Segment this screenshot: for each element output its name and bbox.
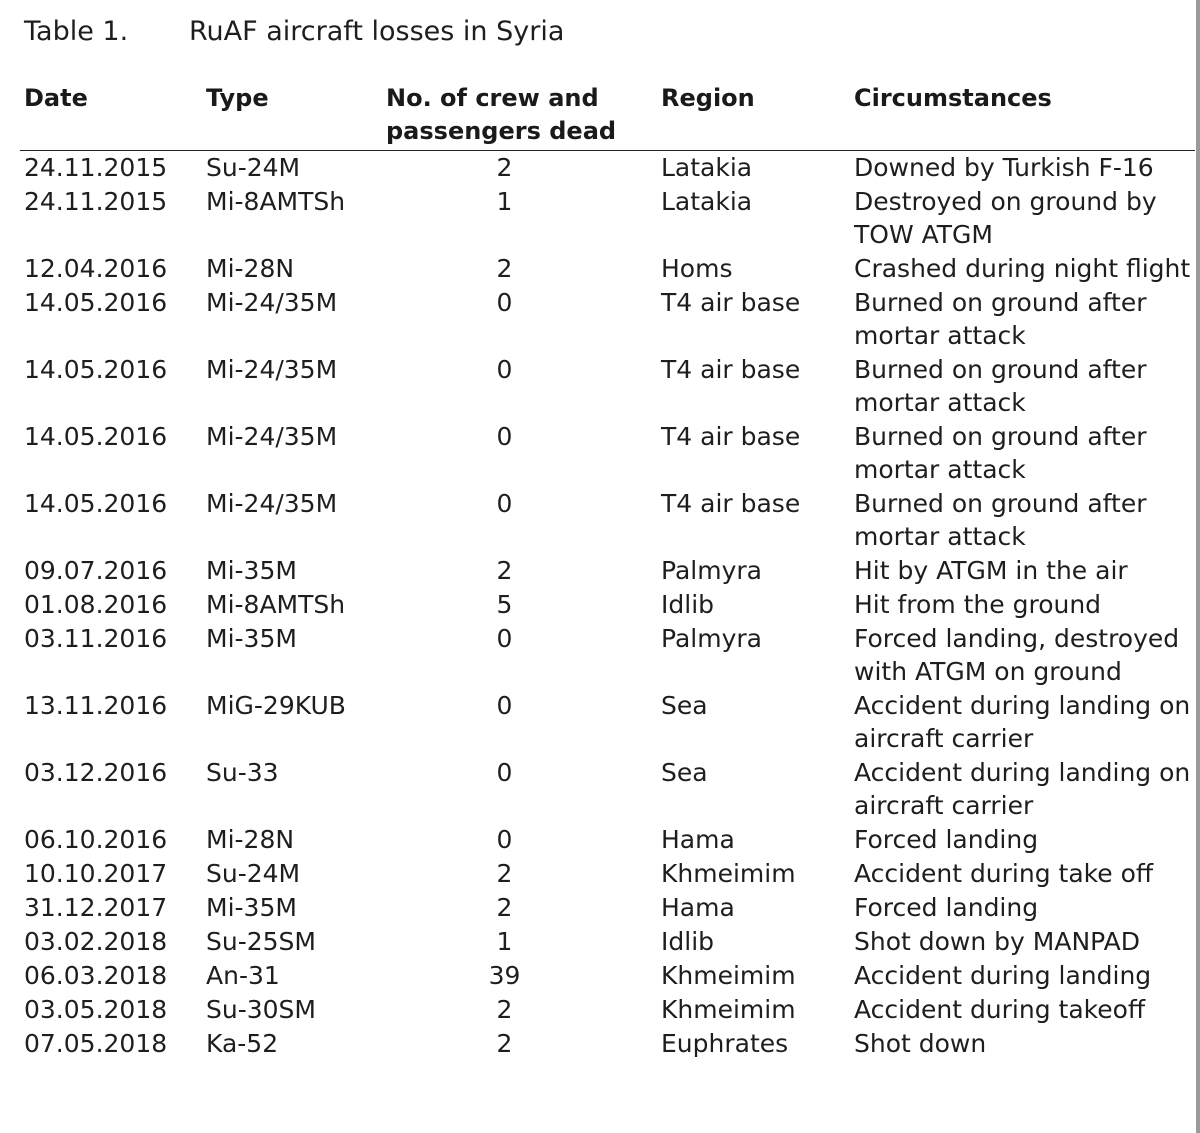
- cell-circumstances: Forced landing: [854, 893, 1039, 922]
- cell-crew-dead: 0: [496, 422, 513, 451]
- cell-region: T4 air base: [661, 489, 801, 518]
- cell-crew-dead: 0: [496, 355, 513, 384]
- cell-region: Khmeimim: [661, 961, 796, 990]
- cell-circumstances: Accident during landing on aircraft carrier: [854, 691, 1191, 753]
- cell-crew-dead: 0: [496, 489, 513, 518]
- cell-circumstances: Shot down by MANPAD: [854, 927, 1140, 956]
- cell-crew-dead: 0: [496, 691, 513, 720]
- cell-region: Latakia: [661, 187, 753, 216]
- table-caption: [24, 16, 564, 47]
- table-row: [20, 925, 1195, 959]
- cell-type: Mi-28N: [206, 254, 295, 283]
- cell-date: 24.11.2015: [24, 153, 168, 182]
- cell-circumstances: Accident during take off: [854, 859, 1154, 888]
- cell-date: 14.05.2016: [24, 288, 168, 317]
- cell-region: Palmyra: [661, 556, 762, 585]
- cell-type: Ka-52: [206, 1029, 279, 1058]
- cell-type: MiG-29KUB: [206, 691, 346, 720]
- cell-type: Mi-35M: [206, 893, 297, 922]
- cell-type: Mi-8AMTSh: [206, 590, 346, 619]
- cell-circumstances: Crashed during night flight: [854, 254, 1191, 283]
- cell-region: Hama: [661, 825, 735, 854]
- table-row: [20, 891, 1195, 925]
- page-edge-divider: [1196, 0, 1200, 1133]
- aircraft-losses-table: [20, 78, 1195, 1061]
- table-row: [20, 252, 1195, 286]
- header-type: Type: [202, 78, 382, 151]
- cell-type: Mi-24/35M: [206, 288, 338, 317]
- table-caption-title: RuAF aircraft losses in Syria: [189, 16, 565, 47]
- cell-type: Mi-35M: [206, 556, 297, 585]
- cell-date: 24.11.2015: [24, 187, 168, 216]
- cell-crew-dead: 0: [496, 624, 513, 653]
- table-row: [20, 689, 1195, 756]
- cell-crew-dead: 0: [496, 288, 513, 317]
- cell-type: Mi-28N: [206, 825, 295, 854]
- cell-crew-dead: 2: [496, 893, 513, 922]
- cell-region: Homs: [661, 254, 733, 283]
- cell-type: Su-25SM: [206, 927, 316, 956]
- table-row: [20, 353, 1195, 420]
- cell-crew-dead: 0: [496, 758, 513, 787]
- cell-date: 13.11.2016: [24, 691, 168, 720]
- cell-date: 31.12.2017: [24, 893, 168, 922]
- table-row: [20, 151, 1195, 186]
- table-row: [20, 993, 1195, 1027]
- table-caption-label: Table 1.: [24, 16, 129, 47]
- cell-region: Khmeimim: [661, 995, 796, 1024]
- header-date: Date: [20, 78, 202, 151]
- cell-date: 09.07.2016: [24, 556, 168, 585]
- cell-date: 06.10.2016: [24, 825, 168, 854]
- table-row: [20, 185, 1195, 252]
- cell-region: Palmyra: [661, 624, 762, 653]
- table-body: [20, 151, 1195, 1062]
- cell-date: 12.04.2016: [24, 254, 168, 283]
- cell-region: Latakia: [661, 153, 753, 182]
- table-row: [20, 286, 1195, 353]
- cell-circumstances: Downed by Turkish F-16: [854, 153, 1154, 182]
- cell-circumstances: Accident during landing: [854, 961, 1152, 990]
- cell-circumstances: Destroyed on ground by TOW ATGM: [854, 187, 1157, 249]
- cell-region: Khmeimim: [661, 859, 796, 888]
- table-row: [20, 487, 1195, 554]
- cell-date: 14.05.2016: [24, 489, 168, 518]
- cell-crew-dead: 5: [496, 590, 513, 619]
- cell-type: Su-24M: [206, 153, 301, 182]
- cell-date: 14.05.2016: [24, 422, 168, 451]
- header-region: Region: [657, 78, 850, 151]
- cell-crew-dead: 2: [496, 859, 513, 888]
- cell-circumstances: Hit by ATGM in the air: [854, 556, 1128, 585]
- cell-circumstances: Accident during takeoff: [854, 995, 1146, 1024]
- cell-region: Euphrates: [661, 1029, 789, 1058]
- cell-crew-dead: 1: [496, 927, 513, 956]
- cell-region: Sea: [661, 758, 708, 787]
- cell-circumstances: Forced landing, destroyed with ATGM on ground: [854, 624, 1180, 686]
- header-circumstances: Circumstances: [850, 78, 1195, 151]
- cell-crew-dead: 2: [496, 995, 513, 1024]
- table-row: [20, 959, 1195, 993]
- cell-circumstances: Hit from the ground: [854, 590, 1102, 619]
- cell-region: T4 air base: [661, 422, 801, 451]
- table-row: [20, 588, 1195, 622]
- cell-type: Mi-24/35M: [206, 355, 338, 384]
- table-row: [20, 622, 1195, 689]
- table-row: [20, 420, 1195, 487]
- cell-type: Mi-24/35M: [206, 489, 338, 518]
- cell-date: 14.05.2016: [24, 355, 168, 384]
- table-header: [20, 78, 1195, 151]
- cell-circumstances: Burned on ground after mortar attack: [854, 422, 1147, 484]
- cell-date: 07.05.2018: [24, 1029, 168, 1058]
- cell-type: Su-24M: [206, 859, 301, 888]
- cell-date: 06.03.2018: [24, 961, 168, 990]
- cell-region: T4 air base: [661, 355, 801, 384]
- table-row: [20, 823, 1195, 857]
- cell-circumstances: Forced landing: [854, 825, 1039, 854]
- cell-type: Mi-35M: [206, 624, 297, 653]
- cell-circumstances: Burned on ground after mortar attack: [854, 288, 1147, 350]
- cell-type: Su-33: [206, 758, 279, 787]
- cell-crew-dead: 0: [496, 825, 513, 854]
- cell-date: 03.02.2018: [24, 927, 168, 956]
- cell-type: Mi-8AMTSh: [206, 187, 346, 216]
- cell-crew-dead: 2: [496, 556, 513, 585]
- cell-crew-dead: 2: [496, 1029, 513, 1058]
- cell-crew-dead: 2: [496, 254, 513, 283]
- cell-circumstances: Burned on ground after mortar attack: [854, 489, 1147, 551]
- cell-region: Hama: [661, 893, 735, 922]
- cell-circumstances: Burned on ground after mortar attack: [854, 355, 1147, 417]
- cell-region: T4 air base: [661, 288, 801, 317]
- cell-region: Sea: [661, 691, 708, 720]
- cell-crew-dead: 2: [496, 153, 513, 182]
- cell-date: 03.05.2018: [24, 995, 168, 1024]
- table-row: [20, 756, 1195, 823]
- cell-date: 03.12.2016: [24, 758, 168, 787]
- cell-type: Mi-24/35M: [206, 422, 338, 451]
- header-crew: No. of crew and passengers dead: [382, 78, 657, 151]
- table-row: [20, 554, 1195, 588]
- cell-region: Idlib: [661, 927, 715, 956]
- cell-circumstances: Accident during landing on aircraft carrier: [854, 758, 1191, 820]
- table-header-row: [20, 78, 1195, 151]
- cell-date: 01.08.2016: [24, 590, 168, 619]
- cell-type: Su-30SM: [206, 995, 316, 1024]
- cell-circumstances: Shot down: [854, 1029, 987, 1058]
- cell-crew-dead: 39: [488, 961, 521, 990]
- cell-crew-dead: 1: [496, 187, 513, 216]
- table-row: [20, 1027, 1195, 1061]
- table-row: [20, 857, 1195, 891]
- cell-date: 10.10.2017: [24, 859, 168, 888]
- cell-type: An-31: [206, 961, 280, 990]
- cell-date: 03.11.2016: [24, 624, 168, 653]
- cell-region: Idlib: [661, 590, 715, 619]
